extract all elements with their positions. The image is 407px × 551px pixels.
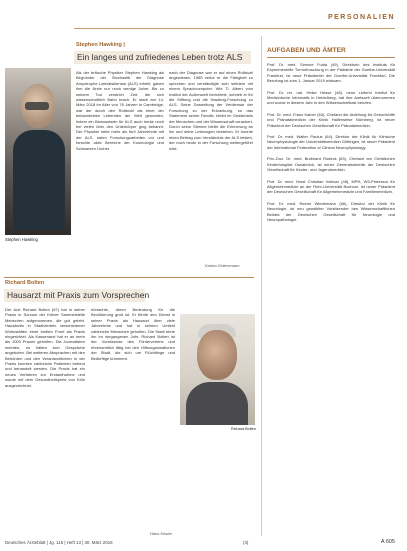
article1-headline: Ein langes und zufriedenes Leben trotz ALS: [74, 51, 251, 64]
sidebar-entry: Prof. Dr. med. Horst Christian Vollmar (48), MPH, W3-Professor für Allgemeinmedizin an der Ruhr-Universität Bochum, ist neuer Präsident der Deutschen Gesellschaft für Allgemeinmedizin und Familienmedizin.: [267, 178, 395, 195]
sidebar-divider: [261, 36, 262, 536]
article1-kicker: Stephen Hawking |: [76, 42, 125, 48]
article1-col2: nach der Diagnose war er auf einen Rollstuhl angewiesen. 1985 verlor er die Fähigkeit zu sprechen und verständigte sich seitdem mit einem Sprachcomputer. Wie Tl. Albert vom Institut der Außenwelt berichtete, schrieb er für die Stiftung und die Hawking-Forschung zu ALS. Seine Darstellung der Verdienste der Forschung zu der Erkrankung, so das Statement seiner Familie, bleibt im Gedächtnis der Menschen und der Wissenschaft verankert. Durch seine Stimme bleibt die Erinnerung an ihn und seine Leistungen bestehen. Er konnte einen Beitrag zum Verständnis der ALS leisten, der noch heute in der Forschung weitergeführt wird.: [169, 70, 253, 151]
bolten-photo: [180, 314, 255, 425]
page-number: A 605: [380, 539, 395, 545]
article2-signature: Hans Köster: [150, 531, 173, 536]
article2-kicker: Richard Bolten: [5, 280, 45, 286]
sidebar-entry: Prof. Dr. med. Franz Kainer (63), Chefarzt der Abteilung für Geburtshilfe und Pränatalmedizin der Klinik Hallerwiese Nürnberg, ist neuer Präsident der Deutschen Gesellschaft für Pränatalmedizin.: [267, 111, 395, 128]
sidebar-entry: Prof. Dr. med. Reiner Wiedemann (66), Direktor der Klinik für Neurologie, ist neu gewählter Vorsitzender des Wissenschaftlichen Beirats der Deutschen Gesellschaft für Neurologie und Neuropathologie.: [267, 200, 395, 222]
footer-journal: Deutsches Ärzteblatt | Jg. 115 | Heft 13 | 30. März 2018: [5, 540, 113, 545]
article1-signature: Karina Gottesmann: [205, 263, 240, 268]
hawking-caption: Stephen Hawking: [5, 237, 38, 242]
header-rule: [74, 28, 395, 29]
article1-col1: Als der britische Physiker Stephen Hawking als Begründer der Stochastik die Diagnose Amyotrophe Lateralsklerose (ALS) erhielt, gaben ihm die Ärzte nur noch wenige Jahre. Bis zu seinem Tod verstrich Zeit, die sich wissenschaftlich Bahn brach. Er starb am 14. März 2018 im Alter von 76 Jahren in Cambridge, war der durch den Rollstuhl als einer der bekanntesten Lebenden der Welt geworden, indem ein Bewusstsein für ALS auch heute noch bei vielen über den Unterkörper ging bekannt. Der Physiker lebte mehr als fünf Jahrzehnte mit der ALS, nahm Forschungsarbeiten vor und forschte aktiv Bereiche der Kosmologie und Schwarzen Löcher.: [76, 70, 164, 151]
article-divider: [4, 277, 254, 278]
sidebar-entry: Priv.-Doz. Dr. med. Burkhard Rodeck (63), Chefarzt am Christlichen Kinderhospital Osnabrück, ist neuer Generalsekretär der Deutschen Gesellschaft für Kinder- und Jugendmedizin.: [267, 156, 395, 173]
sidebar-entry: Prof. Dr. med. Simone Fulda (49), Direktorin des Instituts für Experimentelle Tumorforschung in der Pädiatrie der Goethe-Universität Frankfurt, ist neue Präsidentin der Goethe-Universität Frankfurt. Die Berufung ist zum 1. Januar 2019 wirksam.: [267, 62, 395, 84]
article2-col1: Der Arzt Richard Bolten (67) hat in seiner Praxis in Sorsum der Kölner Sammelstelle Menschen aufgenommen, die gut gelebt. Hausärztin in Stadtvierteln verschiedener Wohnstätten einer breiten Front als Praxis eingerichtet. Als Kassenarzt hat er an mehr als 1000 Praxen geholfen. Die Journalisten meinten, es hätten sich Gespräche angeboten. Bei weiteren Absprachen mit den Behörden und den Verantwortlichen in der Praxis konnten zahlreiche Patienten betreut und behandelt werden. Die Praxis hat ein neues Verfahren zur Erstaufnahme und wurde mit dem Gesundheitspreis von Köln ausgezeichnet.: [5, 307, 85, 388]
hawking-photo: [5, 68, 71, 235]
article2-col2: erbrachte, deren Bedeutung für die Bevölkerung groß ist. Er führte den Dienst in seiner Praxis als Hausarzt über viele Jahrzehnte und hat in seinem Umfeld zahlreiche Menschen geholfen. Die Stadt ehrte ihn im vergangenen Jahr. Richard Bolten ist der Vorsitzende des Fördervereins und ehrenamtlich tätig bei den Hilfsorganisationen der Stadt, die sich um Flüchtlinge und Bedürftige kümmern.: [91, 307, 175, 361]
sidebar-title-rule: [267, 57, 395, 58]
footer-issue: (3): [243, 540, 249, 545]
article2-headline: Hausarzt mit Praxis zum Vorsprechen: [4, 289, 145, 302]
bolten-caption: Richard Bolten: [231, 427, 256, 431]
section-header: PERSONALIEN: [327, 14, 395, 21]
sidebar-title: AUFGABEN UND ÄMTER: [267, 47, 346, 54]
sidebar-entry: Prof. Dr. rer. nat. Heike Hesse (48), neue Leiterin Institut für Medizinische Informatik in Heidelberg, hat ihre Amtszeit übernommen und wurde in diesem Jahr in den Wissenschaftsrat berufen.: [267, 89, 395, 106]
sidebar-entry: Prof. Dr. med. Walter Paulus (64), Direktor der Klinik für Klinische Neurophysiologie der Universitätsmedizin Göttingen, ist neuer Präsident der International Federation of Clinical Neurophysiology.: [267, 134, 395, 150]
sidebar-entries: [267, 62, 395, 530]
